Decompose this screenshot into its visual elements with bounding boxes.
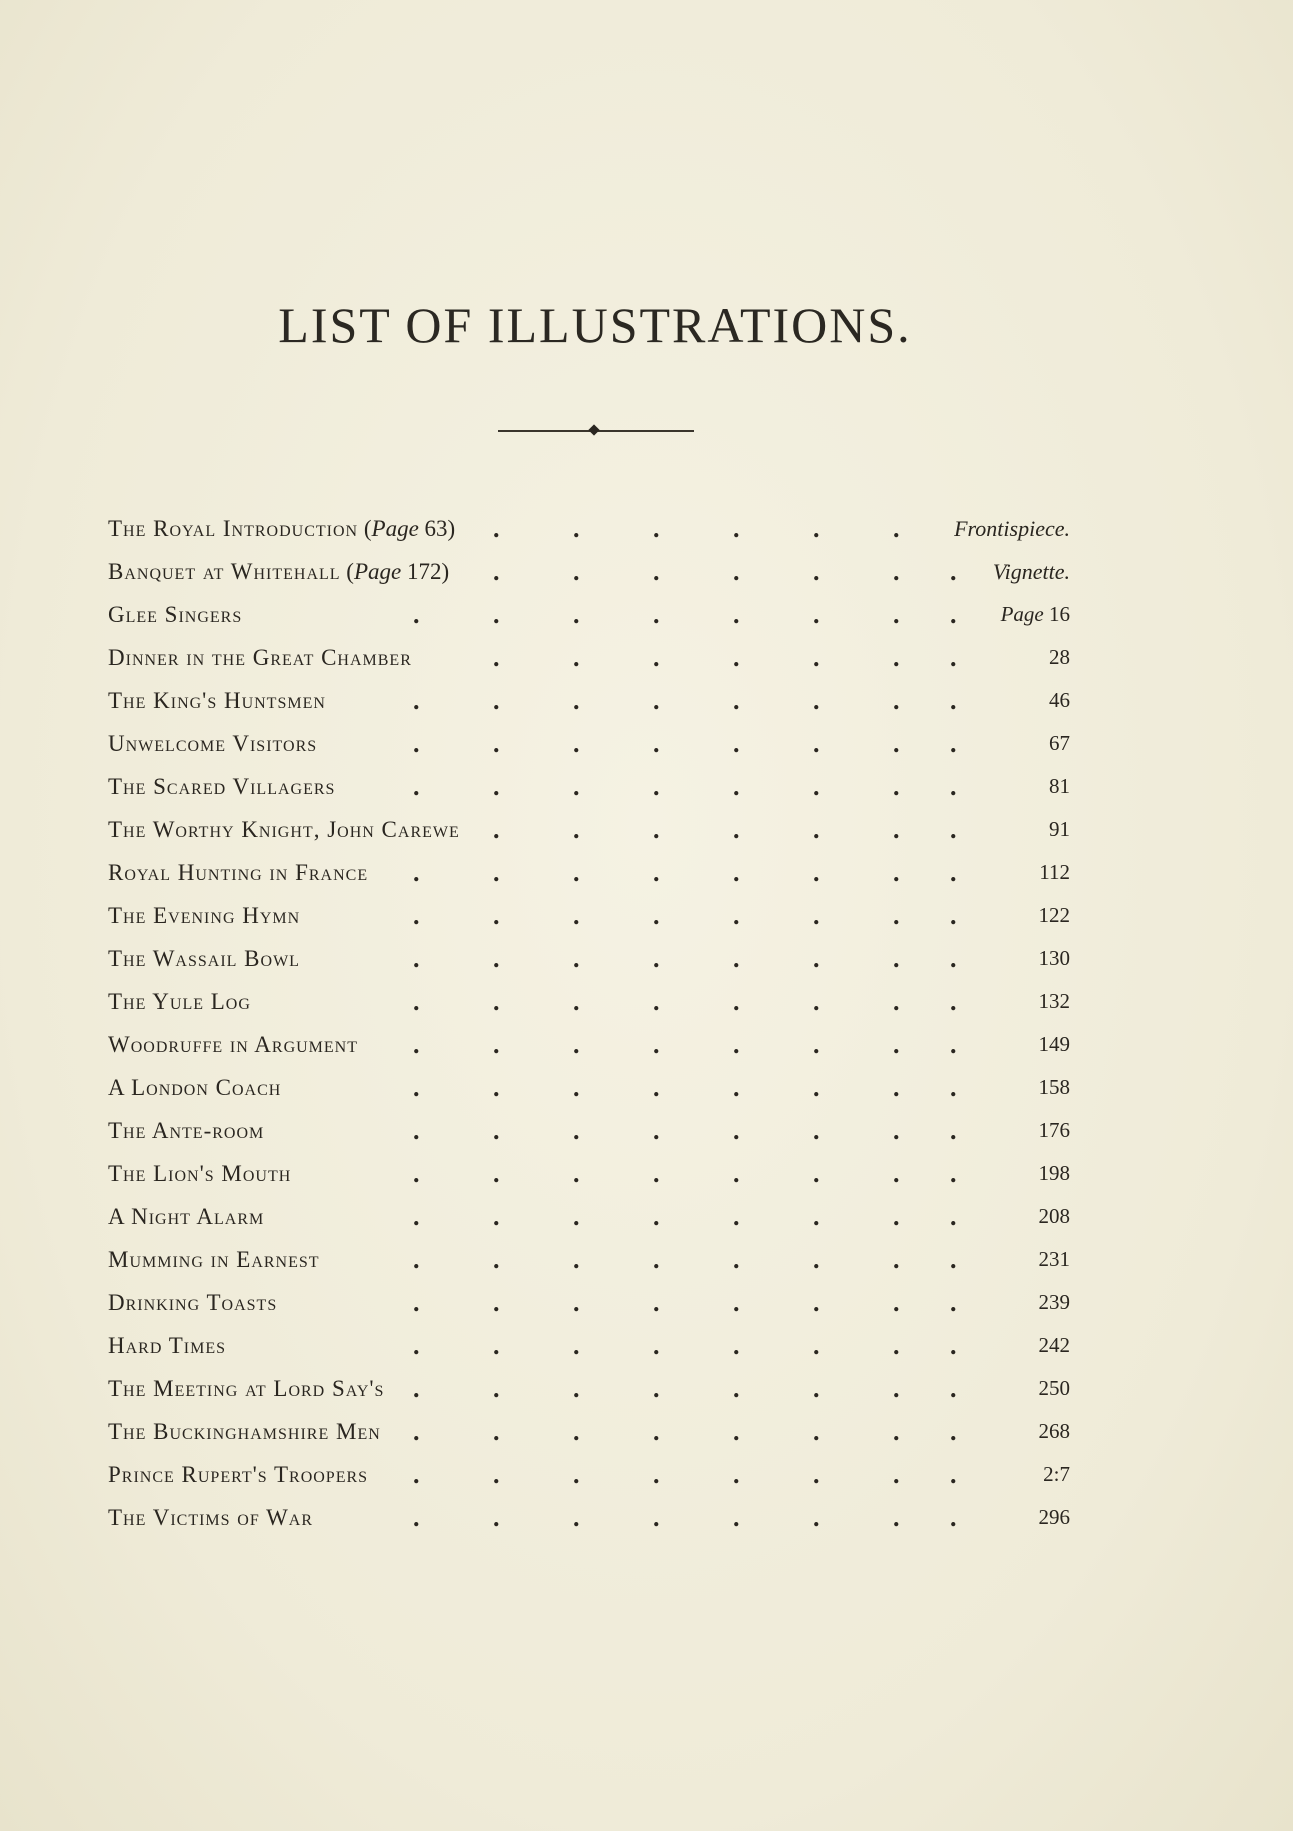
- list-item: [108, 1109, 1070, 1152]
- leader-dot: .: [653, 686, 660, 715]
- leader-dot: .: [733, 1030, 740, 1059]
- leader-dot: .: [413, 1116, 420, 1145]
- leader-dot: .: [813, 686, 820, 715]
- leader-dot: .: [893, 1460, 900, 1489]
- leader-dot: .: [950, 729, 957, 758]
- leader-dot: .: [493, 944, 500, 973]
- leader-dot: .: [413, 1460, 420, 1489]
- leader-dot: .: [733, 1374, 740, 1403]
- leader-dot: .: [493, 1374, 500, 1403]
- page-reference: 149: [1038, 1032, 1070, 1056]
- leader-dot: .: [950, 643, 957, 672]
- leader-dot: .: [893, 901, 900, 930]
- leader-dot: .: [813, 1460, 820, 1489]
- leader-dot: .: [493, 1331, 500, 1360]
- list-item: [108, 722, 1070, 765]
- leader-dot: .: [733, 557, 740, 586]
- illustration-title-text: The Scared Villagers: [108, 774, 336, 799]
- page-reference: 122: [1038, 903, 1070, 927]
- leader-dot: .: [813, 987, 820, 1016]
- leader-dot: .: [893, 944, 900, 973]
- leader-dot: .: [493, 987, 500, 1016]
- leader-dot: .: [813, 600, 820, 629]
- leader-dot: .: [813, 1245, 820, 1274]
- leader-dots: [108, 1195, 978, 1238]
- illustration-title-text: Woodruffe in Argument: [108, 1032, 359, 1057]
- leader-dots: [108, 1023, 978, 1066]
- leader-dot: .: [893, 1417, 900, 1446]
- leader-dot: .: [493, 557, 500, 586]
- leader-dot: .: [653, 1159, 660, 1188]
- leader-dot: .: [413, 901, 420, 930]
- illustration-title-text: Mumming in Earnest: [108, 1247, 320, 1272]
- leader-dot: .: [813, 1073, 820, 1102]
- leader-dots: [108, 550, 978, 593]
- leader-dot: .: [493, 729, 500, 758]
- leader-dot: .: [573, 514, 580, 543]
- leader-dot: .: [733, 1503, 740, 1532]
- leader-dot: .: [813, 557, 820, 586]
- illustration-title-text: The Buckinghamshire Men: [108, 1419, 381, 1444]
- leader-dot: .: [493, 1116, 500, 1145]
- list-item: [108, 507, 1070, 550]
- leader-dot: .: [493, 1288, 500, 1317]
- leader-dot: .: [813, 858, 820, 887]
- leader-dot: .: [733, 1202, 740, 1231]
- page-reference: 250: [1038, 1376, 1070, 1400]
- leader-dot: .: [573, 815, 580, 844]
- leader-dot: .: [653, 729, 660, 758]
- page-reference: 91: [1049, 817, 1070, 841]
- leader-dot: .: [493, 1159, 500, 1188]
- leader-dot: .: [733, 987, 740, 1016]
- leader-dot: .: [493, 772, 500, 801]
- leader-dot: .: [733, 600, 740, 629]
- leader-dot: .: [893, 1245, 900, 1274]
- leader-dot: .: [893, 600, 900, 629]
- list-item: [108, 808, 1070, 851]
- leader-dot: .: [573, 729, 580, 758]
- leader-dot: .: [813, 1503, 820, 1532]
- leader-dots: [108, 722, 978, 765]
- illustration-title-text: The Meeting at Lord Say's: [108, 1376, 385, 1401]
- leader-dot: .: [950, 557, 957, 586]
- leader-dots: [108, 1109, 978, 1152]
- leader-dot: .: [813, 1159, 820, 1188]
- leader-dot: .: [653, 944, 660, 973]
- leader-dot: .: [813, 729, 820, 758]
- leader-dot: .: [493, 686, 500, 715]
- list-item: [108, 937, 1070, 980]
- leader-dot: .: [493, 1202, 500, 1231]
- leader-dot: .: [813, 514, 820, 543]
- leader-dot: .: [413, 686, 420, 715]
- leader-dots: [108, 1324, 978, 1367]
- leader-dot: .: [413, 600, 420, 629]
- leader-dot: .: [893, 1116, 900, 1145]
- leader-dot: .: [813, 1116, 820, 1145]
- illustration-title-text: Glee Singers: [108, 602, 243, 627]
- illustration-title-text: The Lion's Mouth: [108, 1161, 292, 1186]
- leader-dot: .: [813, 1417, 820, 1446]
- list-item: [108, 1410, 1070, 1453]
- leader-dot: .: [413, 1159, 420, 1188]
- leader-dot: .: [813, 643, 820, 672]
- title-divider: [498, 430, 694, 432]
- leader-dot: .: [653, 1374, 660, 1403]
- list-item: [108, 1238, 1070, 1281]
- leader-dots: [108, 1066, 978, 1109]
- leader-dots: [108, 808, 978, 851]
- list-item: [108, 1324, 1070, 1367]
- page-reference: Frontispiece.: [954, 516, 1070, 541]
- list-item: [108, 1023, 1070, 1066]
- illustration-title-text: The Evening Hymn: [108, 903, 301, 928]
- leader-dot: .: [733, 729, 740, 758]
- leader-dot: .: [413, 858, 420, 887]
- leader-dot: .: [573, 1073, 580, 1102]
- leader-dot: .: [893, 772, 900, 801]
- leader-dot: .: [493, 600, 500, 629]
- leader-dot: .: [733, 772, 740, 801]
- leader-dots: [108, 851, 978, 894]
- leader-dot: .: [950, 600, 957, 629]
- leader-dots: [108, 937, 978, 980]
- leader-dots: [108, 1152, 978, 1195]
- leader-dot: .: [573, 901, 580, 930]
- illustration-title-text: Hard Times: [108, 1333, 227, 1358]
- leader-dot: .: [950, 901, 957, 930]
- leader-dot: .: [893, 987, 900, 1016]
- leader-dot: .: [733, 686, 740, 715]
- leader-dot: .: [653, 772, 660, 801]
- leader-dot: .: [653, 1245, 660, 1274]
- leader-dot: .: [950, 987, 957, 1016]
- leader-dots: [108, 1453, 978, 1496]
- leader-dot: .: [813, 772, 820, 801]
- illustration-title-text: Unwelcome Visitors: [108, 731, 318, 756]
- illustration-title-text: Prince Rupert's Troopers: [108, 1462, 369, 1487]
- page-reference: 239: [1038, 1290, 1070, 1314]
- leader-dot: .: [733, 1073, 740, 1102]
- list-item: [108, 765, 1070, 808]
- leader-dot: .: [950, 1417, 957, 1446]
- leader-dot: .: [573, 858, 580, 887]
- page-reference: 46: [1049, 688, 1070, 712]
- leader-dots: [108, 1238, 978, 1281]
- leader-dot: .: [573, 1159, 580, 1188]
- leader-dot: .: [950, 686, 957, 715]
- leader-dot: .: [950, 1245, 957, 1274]
- illustrations-list: [108, 507, 1070, 1539]
- leader-dot: .: [733, 1288, 740, 1317]
- leader-dot: .: [493, 514, 500, 543]
- list-item: [108, 1066, 1070, 1109]
- leader-dot: .: [413, 1288, 420, 1317]
- illustration-title-text: Royal Hunting in France: [108, 860, 369, 885]
- list-item: [108, 550, 1070, 593]
- leader-dot: .: [893, 514, 900, 543]
- leader-dot: .: [893, 815, 900, 844]
- leader-dot: .: [573, 772, 580, 801]
- page-title: LIST OF ILLUSTRATIONS.: [278, 297, 912, 353]
- page-reference: 242: [1038, 1333, 1070, 1357]
- leader-dot: .: [813, 901, 820, 930]
- leader-dot: .: [653, 858, 660, 887]
- list-item: [108, 1152, 1070, 1195]
- page-reference: Page 16: [1000, 602, 1070, 626]
- leader-dot: .: [733, 858, 740, 887]
- leader-dot: .: [573, 1460, 580, 1489]
- leader-dot: .: [733, 1460, 740, 1489]
- leader-dot: .: [950, 1288, 957, 1317]
- leader-dot: .: [413, 1073, 420, 1102]
- illustration-title-text: The King's Huntsmen: [108, 688, 326, 713]
- leader-dot: .: [950, 772, 957, 801]
- list-item: [108, 1195, 1070, 1238]
- leader-dot: .: [733, 1159, 740, 1188]
- leader-dot: .: [950, 1116, 957, 1145]
- leader-dot: .: [573, 987, 580, 1016]
- leader-dot: .: [893, 1331, 900, 1360]
- list-item: [108, 894, 1070, 937]
- leader-dot: .: [413, 1503, 420, 1532]
- page-note: (Page 172): [340, 559, 450, 584]
- leader-dot: .: [413, 1374, 420, 1403]
- leader-dots: [108, 1496, 978, 1539]
- leader-dot: .: [493, 1417, 500, 1446]
- leader-dot: .: [893, 858, 900, 887]
- leader-dot: .: [653, 1030, 660, 1059]
- page-reference: 112: [1039, 860, 1070, 884]
- leader-dot: .: [573, 1331, 580, 1360]
- illustration-title-text: The Wassail Bowl: [108, 946, 300, 971]
- leader-dot: .: [653, 1417, 660, 1446]
- list-item: [108, 851, 1070, 894]
- leader-dot: .: [893, 1503, 900, 1532]
- page-reference: 208: [1038, 1204, 1070, 1228]
- leader-dots: [108, 507, 978, 550]
- list-item: [108, 1367, 1070, 1410]
- leader-dot: .: [413, 1245, 420, 1274]
- list-item: [108, 593, 1070, 636]
- illustration-title-text: Banquet at Whitehall: [108, 559, 341, 584]
- leader-dot: .: [733, 815, 740, 844]
- leader-dot: .: [813, 1202, 820, 1231]
- leader-dot: .: [573, 1503, 580, 1532]
- list-item: [108, 636, 1070, 679]
- leader-dot: .: [573, 1288, 580, 1317]
- leader-dot: .: [950, 1331, 957, 1360]
- leader-dot: .: [893, 643, 900, 672]
- leader-dots: [108, 765, 978, 808]
- leader-dot: .: [733, 643, 740, 672]
- leader-dot: .: [653, 1202, 660, 1231]
- leader-dots: [108, 1410, 978, 1453]
- leader-dot: .: [653, 815, 660, 844]
- page-reference: 2:7: [1043, 1462, 1070, 1486]
- leader-dot: .: [493, 1460, 500, 1489]
- leader-dot: .: [950, 944, 957, 973]
- leader-dot: .: [653, 1460, 660, 1489]
- leader-dot: .: [573, 1417, 580, 1446]
- leader-dot: .: [573, 1374, 580, 1403]
- leader-dots: [108, 980, 978, 1023]
- leader-dot: .: [413, 1030, 420, 1059]
- page-reference: 28: [1049, 645, 1070, 669]
- leader-dot: .: [573, 1030, 580, 1059]
- leader-dot: .: [653, 643, 660, 672]
- leader-dot: .: [573, 1202, 580, 1231]
- leader-dot: .: [813, 944, 820, 973]
- leader-dot: .: [813, 815, 820, 844]
- leader-dot: .: [950, 1202, 957, 1231]
- page-reference: 231: [1038, 1247, 1070, 1271]
- leader-dot: .: [893, 1159, 900, 1188]
- leader-dot: .: [950, 1503, 957, 1532]
- leader-dot: .: [413, 1331, 420, 1360]
- leader-dot: .: [653, 600, 660, 629]
- page-reference: 81: [1049, 774, 1070, 798]
- leader-dot: .: [493, 1030, 500, 1059]
- leader-dot: .: [733, 1417, 740, 1446]
- leader-dot: .: [950, 815, 957, 844]
- leader-dot: .: [733, 1116, 740, 1145]
- leader-dot: .: [950, 1460, 957, 1489]
- leader-dot: .: [733, 1245, 740, 1274]
- list-item: [108, 679, 1070, 722]
- illustration-title-text: The Worthy Knight, John Carewe: [108, 817, 460, 842]
- illustration-title-text: A London Coach: [108, 1075, 282, 1100]
- leader-dot: .: [413, 772, 420, 801]
- page-reference: 268: [1038, 1419, 1070, 1443]
- leader-dot: .: [653, 1503, 660, 1532]
- leader-dot: .: [413, 729, 420, 758]
- illustration-title-text: The Royal Introduction: [108, 516, 359, 541]
- illustration-title-text: The Ante-room: [108, 1118, 265, 1143]
- leader-dot: .: [493, 858, 500, 887]
- leader-dot: .: [813, 1374, 820, 1403]
- leader-dot: .: [893, 686, 900, 715]
- page-reference: 158: [1038, 1075, 1070, 1099]
- list-item: [108, 1453, 1070, 1496]
- page-reference: Vignette.: [992, 559, 1070, 584]
- leader-dot: .: [733, 514, 740, 543]
- illustration-title-text: The Victims of War: [108, 1505, 314, 1530]
- leader-dot: .: [950, 1073, 957, 1102]
- leader-dot: .: [813, 1331, 820, 1360]
- leader-dot: .: [413, 1202, 420, 1231]
- leader-dot: .: [573, 1245, 580, 1274]
- illustration-title-text: The Yule Log: [108, 989, 251, 1014]
- leader-dot: .: [653, 1331, 660, 1360]
- leader-dot: .: [950, 1159, 957, 1188]
- list-item: [108, 1281, 1070, 1324]
- page-reference: 176: [1038, 1118, 1070, 1142]
- leader-dot: .: [573, 944, 580, 973]
- leader-dot: .: [950, 1030, 957, 1059]
- leader-dots: [108, 1367, 978, 1410]
- leader-dot: .: [733, 1331, 740, 1360]
- leader-dot: .: [950, 858, 957, 887]
- leader-dot: .: [573, 686, 580, 715]
- leader-dot: .: [573, 1116, 580, 1145]
- page-reference: 132: [1038, 989, 1070, 1013]
- leader-dots: [108, 1281, 978, 1324]
- leader-dot: .: [653, 901, 660, 930]
- leader-dot: .: [893, 1073, 900, 1102]
- leader-dot: .: [893, 557, 900, 586]
- page-reference: 67: [1049, 731, 1070, 755]
- leader-dot: .: [493, 1073, 500, 1102]
- leader-dot: .: [653, 987, 660, 1016]
- leader-dot: .: [813, 1288, 820, 1317]
- leader-dot: .: [893, 1374, 900, 1403]
- leader-dot: .: [653, 1288, 660, 1317]
- page-note: (Page 63): [358, 516, 456, 541]
- leader-dot: .: [893, 729, 900, 758]
- leader-dot: .: [493, 901, 500, 930]
- leader-dot: .: [653, 514, 660, 543]
- leader-dot: .: [573, 643, 580, 672]
- leader-dot: .: [733, 944, 740, 973]
- illustration-title-text: Drinking Toasts: [108, 1290, 278, 1315]
- divider-ornament: [588, 424, 599, 435]
- leader-dot: .: [573, 600, 580, 629]
- leader-dot: .: [813, 1030, 820, 1059]
- leader-dots: [108, 593, 978, 636]
- leader-dot: .: [493, 643, 500, 672]
- leader-dot: .: [413, 987, 420, 1016]
- leader-dot: .: [573, 557, 580, 586]
- page-reference: 198: [1038, 1161, 1070, 1185]
- leader-dot: .: [493, 1503, 500, 1532]
- leader-dot: .: [653, 557, 660, 586]
- page-reference: 130: [1038, 946, 1070, 970]
- leader-dots: [108, 636, 978, 679]
- page-reference: 296: [1038, 1505, 1070, 1529]
- leader-dots: [108, 679, 978, 722]
- list-item: [108, 980, 1070, 1023]
- leader-dot: .: [893, 1288, 900, 1317]
- leader-dot: .: [950, 1374, 957, 1403]
- leader-dot: .: [653, 1116, 660, 1145]
- leader-dot: .: [893, 1202, 900, 1231]
- leader-dots: [108, 894, 978, 937]
- leader-dot: .: [413, 1417, 420, 1446]
- list-item: [108, 1496, 1070, 1539]
- leader-dot: .: [653, 1073, 660, 1102]
- leader-dot: .: [493, 1245, 500, 1274]
- illustration-title-text: A Night Alarm: [108, 1204, 265, 1229]
- leader-dot: .: [893, 1030, 900, 1059]
- leader-dot: .: [413, 944, 420, 973]
- illustration-title-text: Dinner in the Great Chamber: [108, 645, 412, 670]
- leader-dot: .: [493, 815, 500, 844]
- leader-dot: .: [733, 901, 740, 930]
